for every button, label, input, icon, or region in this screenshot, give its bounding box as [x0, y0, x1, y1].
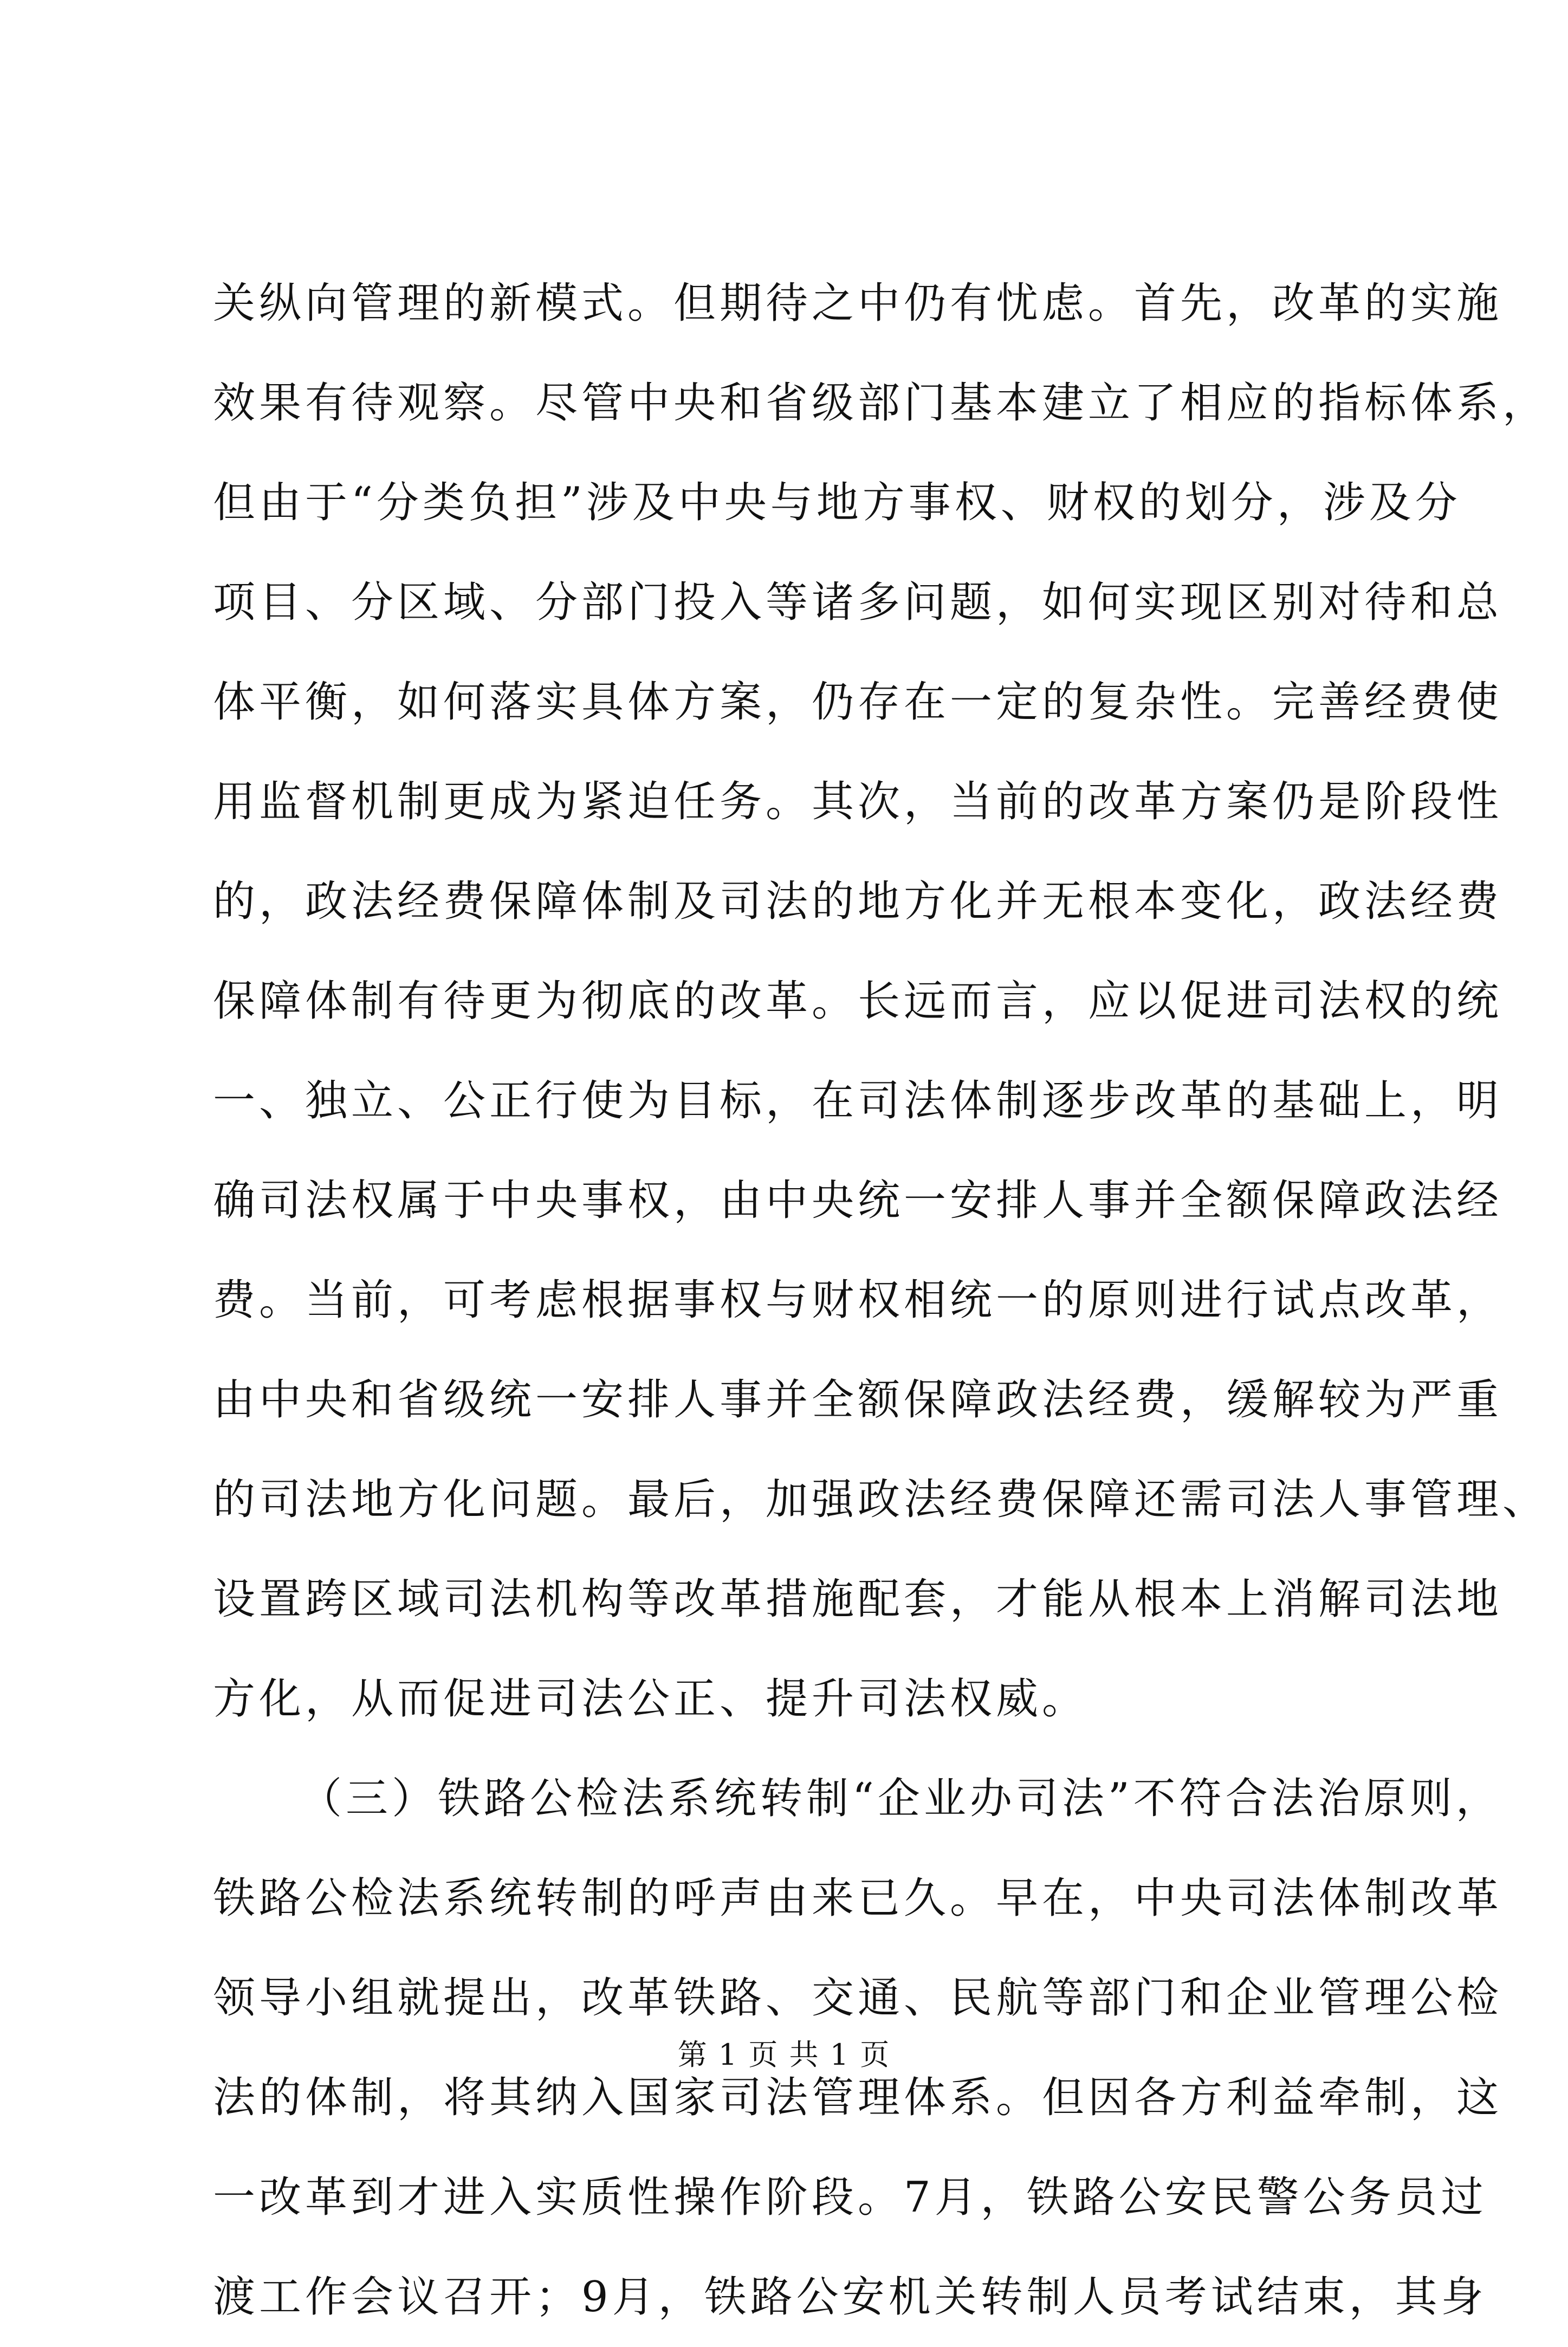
text-line: 渡工作会议召开；9月，铁路公安机关转制人员考试结束，其身 [213, 2273, 1487, 2322]
text-line: 一、独立、公正行使为目标，在司法体制逐步改革的基础上，明 [213, 1077, 1503, 1125]
text-line: 的，政法经费保障体制及司法的地方化并无根本变化，政法经费 [213, 877, 1503, 926]
text-line: 体平衡，如何落实具体方案，仍存在一定的复杂性。完善经费使 [213, 678, 1503, 727]
text-line: 领导小组就提出，改革铁路、交通、民航等部门和企业管理公检 [213, 1974, 1503, 2022]
text-line: 保障体制有待更为彻底的改革。长远而言，应以促进司法权的统 [213, 977, 1503, 1026]
page-footer: 第 1 页 共 1 页 [677, 2038, 891, 2072]
text-line: 设置跨区域司法机构等改革措施配套，才能从根本上消解司法地 [213, 1575, 1503, 1624]
text-line: 一改革到才进入实质性操作阶段。7月，铁路公安民警公务员过 [213, 2173, 1487, 2222]
text-line: 由中央和省级统一安排人事并全额保障政法经费，缓解较为严重 [213, 1376, 1503, 1424]
text-line: 但由于“分类负担”涉及中央与地方事权、财权的划分，涉及分 [213, 478, 1461, 527]
text-line: 法的体制，将其纳入国家司法管理体系。但因各方利益牵制，这 [213, 2073, 1503, 2122]
text-line: 的司法地方化问题。最后，加强政法经费保障还需司法人事管理、 [213, 1475, 1549, 1524]
section-heading-line: （三）铁路公检法系统转制“企业办司法”不符合法治原则， [300, 1774, 1502, 1823]
text-line: 项目、分区域、分部门投入等诸多问题，如何实现区别对待和总 [213, 578, 1503, 627]
text-line: 关纵向管理的新模式。但期待之中仍有忧虑。首先，改革的实施 [213, 279, 1503, 328]
text-line: 用监督机制更成为紧迫任务。其次，当前的改革方案仍是阶段性 [213, 777, 1503, 826]
text-line: 确司法权属于中央事权，由中央统一安排人事并全额保障政法经 [213, 1176, 1503, 1225]
text-line: 费。当前，可考虑根据事权与财权相统一的原则进行试点改革， [213, 1276, 1503, 1325]
text-line: 铁路公检法系统转制的呼声由来已久。早在，中央司法体制改革 [213, 1874, 1503, 1923]
text-line: 方化，从而促进司法公正、提升司法权威。 [213, 1675, 1088, 1723]
text-line: 效果有待观察。尽管中央和省级部门基本建立了相应的指标体系， [213, 379, 1549, 427]
